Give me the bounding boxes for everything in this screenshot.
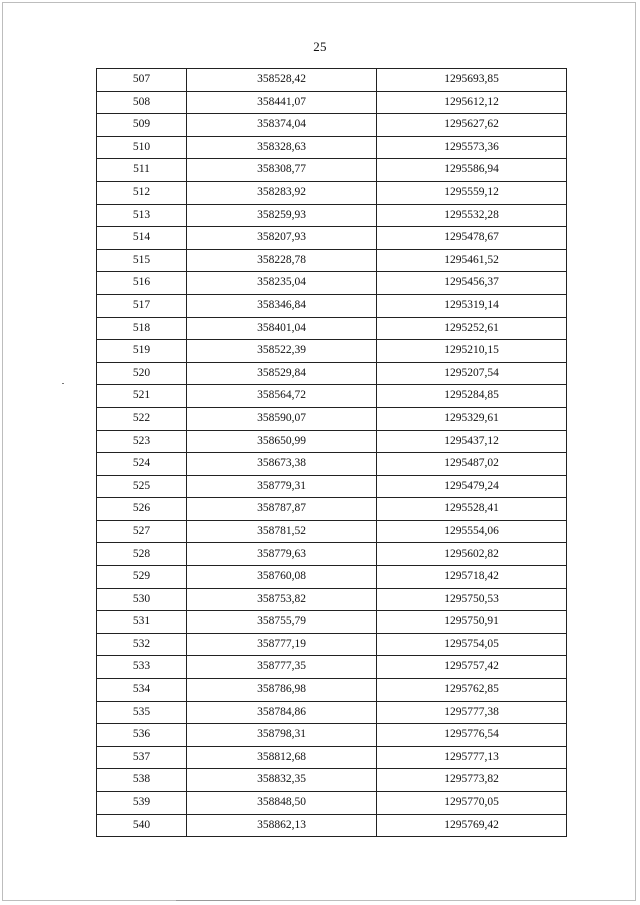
y-coordinate-cell: 1295718,42 (377, 566, 567, 589)
point-number-cell: 508 (97, 91, 187, 114)
x-coordinate-cell: 358308,77 (187, 159, 377, 182)
x-coordinate-cell: 358777,35 (187, 656, 377, 679)
table-row (97, 746, 567, 769)
x-coordinate-cell: 358650,99 (187, 430, 377, 453)
table-row (97, 430, 567, 453)
y-coordinate-cell: 1295573,36 (377, 136, 567, 159)
y-coordinate-cell: 1295769,42 (377, 814, 567, 837)
x-coordinate-cell: 358259,93 (187, 204, 377, 227)
margin-mark (62, 383, 64, 384)
point-number-cell: 513 (97, 204, 187, 227)
point-number-cell: 534 (97, 679, 187, 702)
x-coordinate-cell: 358235,04 (187, 272, 377, 295)
x-coordinate-cell: 358798,31 (187, 724, 377, 747)
table-row (97, 679, 567, 702)
x-coordinate-cell: 358779,31 (187, 475, 377, 498)
point-number-cell: 538 (97, 769, 187, 792)
table-row (97, 407, 567, 430)
table-row (97, 272, 567, 295)
table-row (97, 362, 567, 385)
point-number-cell: 536 (97, 724, 187, 747)
table-row (97, 385, 567, 408)
point-number-cell: 515 (97, 249, 187, 272)
point-number-cell: 514 (97, 227, 187, 250)
table-row (97, 633, 567, 656)
coordinates-table (96, 68, 567, 837)
point-number-cell: 507 (97, 69, 187, 92)
point-number-cell: 512 (97, 181, 187, 204)
table-row (97, 724, 567, 747)
y-coordinate-cell: 1295329,61 (377, 407, 567, 430)
table-row (97, 498, 567, 521)
point-number-cell: 516 (97, 272, 187, 295)
x-coordinate-cell: 358564,72 (187, 385, 377, 408)
y-coordinate-cell: 1295252,61 (377, 317, 567, 340)
y-coordinate-cell: 1295559,12 (377, 181, 567, 204)
x-coordinate-cell: 358522,39 (187, 340, 377, 363)
point-number-cell: 510 (97, 136, 187, 159)
y-coordinate-cell: 1295210,15 (377, 340, 567, 363)
y-coordinate-cell: 1295612,12 (377, 91, 567, 114)
x-coordinate-cell: 358441,07 (187, 91, 377, 114)
point-number-cell: 517 (97, 294, 187, 317)
table-row (97, 159, 567, 182)
y-coordinate-cell: 1295777,38 (377, 701, 567, 724)
y-coordinate-cell: 1295478,67 (377, 227, 567, 250)
x-coordinate-cell: 358862,13 (187, 814, 377, 837)
table-row (97, 453, 567, 476)
x-coordinate-cell: 358848,50 (187, 792, 377, 815)
y-coordinate-cell: 1295757,42 (377, 656, 567, 679)
x-coordinate-cell: 358228,78 (187, 249, 377, 272)
x-coordinate-cell: 358590,07 (187, 407, 377, 430)
x-coordinate-cell: 358812,68 (187, 746, 377, 769)
point-number-cell: 522 (97, 407, 187, 430)
y-coordinate-cell: 1295437,12 (377, 430, 567, 453)
point-number-cell: 540 (97, 814, 187, 837)
table-row (97, 227, 567, 250)
point-number-cell: 535 (97, 701, 187, 724)
y-coordinate-cell: 1295532,28 (377, 204, 567, 227)
x-coordinate-cell: 358401,04 (187, 317, 377, 340)
table-row (97, 701, 567, 724)
table-row (97, 340, 567, 363)
y-coordinate-cell: 1295284,85 (377, 385, 567, 408)
point-number-cell: 526 (97, 498, 187, 521)
y-coordinate-cell: 1295479,24 (377, 475, 567, 498)
table-row (97, 769, 567, 792)
point-number-cell: 521 (97, 385, 187, 408)
y-coordinate-cell: 1295554,06 (377, 520, 567, 543)
y-coordinate-cell: 1295319,14 (377, 294, 567, 317)
point-number-cell: 509 (97, 114, 187, 137)
y-coordinate-cell: 1295487,02 (377, 453, 567, 476)
x-coordinate-cell: 358787,87 (187, 498, 377, 521)
y-coordinate-cell: 1295750,53 (377, 588, 567, 611)
x-coordinate-cell: 358753,82 (187, 588, 377, 611)
y-coordinate-cell: 1295693,85 (377, 69, 567, 92)
point-number-cell: 529 (97, 566, 187, 589)
table-row (97, 588, 567, 611)
point-number-cell: 525 (97, 475, 187, 498)
x-coordinate-cell: 358786,98 (187, 679, 377, 702)
x-coordinate-cell: 358328,63 (187, 136, 377, 159)
table-row (97, 543, 567, 566)
y-coordinate-cell: 1295773,82 (377, 769, 567, 792)
table-row (97, 114, 567, 137)
y-coordinate-cell: 1295456,37 (377, 272, 567, 295)
table-row (97, 814, 567, 837)
table-row (97, 69, 567, 92)
point-number-cell: 537 (97, 746, 187, 769)
x-coordinate-cell: 358784,86 (187, 701, 377, 724)
x-coordinate-cell: 358346,84 (187, 294, 377, 317)
point-number-cell: 527 (97, 520, 187, 543)
table-row (97, 204, 567, 227)
point-number-cell: 519 (97, 340, 187, 363)
table-row (97, 294, 567, 317)
point-number-cell: 523 (97, 430, 187, 453)
x-coordinate-cell: 358374,04 (187, 114, 377, 137)
table-row (97, 91, 567, 114)
y-coordinate-cell: 1295770,05 (377, 792, 567, 815)
x-coordinate-cell: 358283,92 (187, 181, 377, 204)
point-number-cell: 530 (97, 588, 187, 611)
page-number: 25 (313, 39, 327, 54)
table-row (97, 317, 567, 340)
table-row (97, 136, 567, 159)
x-coordinate-cell: 358760,08 (187, 566, 377, 589)
x-coordinate-cell: 358673,38 (187, 453, 377, 476)
x-coordinate-cell: 358832,35 (187, 769, 377, 792)
point-number-cell: 528 (97, 543, 187, 566)
bottom-scan-mark (176, 900, 260, 901)
point-number-cell: 532 (97, 633, 187, 656)
x-coordinate-cell: 358528,42 (187, 69, 377, 92)
y-coordinate-cell: 1295776,54 (377, 724, 567, 747)
y-coordinate-cell: 1295528,41 (377, 498, 567, 521)
y-coordinate-cell: 1295750,91 (377, 611, 567, 634)
point-number-cell: 539 (97, 792, 187, 815)
y-coordinate-cell: 1295461,52 (377, 249, 567, 272)
y-coordinate-cell: 1295777,13 (377, 746, 567, 769)
point-number-cell: 524 (97, 453, 187, 476)
x-coordinate-cell: 358529,84 (187, 362, 377, 385)
table-row (97, 249, 567, 272)
x-coordinate-cell: 358755,79 (187, 611, 377, 634)
y-coordinate-cell: 1295602,82 (377, 543, 567, 566)
table-row (97, 520, 567, 543)
x-coordinate-cell: 358779,63 (187, 543, 377, 566)
table-row (97, 181, 567, 204)
table-row (97, 792, 567, 815)
y-coordinate-cell: 1295586,94 (377, 159, 567, 182)
point-number-cell: 520 (97, 362, 187, 385)
coordinates-table-body (97, 69, 567, 837)
y-coordinate-cell: 1295207,54 (377, 362, 567, 385)
point-number-cell: 518 (97, 317, 187, 340)
table-row (97, 475, 567, 498)
table-row (97, 656, 567, 679)
y-coordinate-cell: 1295627,62 (377, 114, 567, 137)
y-coordinate-cell: 1295754,05 (377, 633, 567, 656)
x-coordinate-cell: 358777,19 (187, 633, 377, 656)
point-number-cell: 511 (97, 159, 187, 182)
x-coordinate-cell: 358781,52 (187, 520, 377, 543)
table-row (97, 566, 567, 589)
x-coordinate-cell: 358207,93 (187, 227, 377, 250)
table-row (97, 611, 567, 634)
y-coordinate-cell: 1295762,85 (377, 679, 567, 702)
point-number-cell: 533 (97, 656, 187, 679)
point-number-cell: 531 (97, 611, 187, 634)
